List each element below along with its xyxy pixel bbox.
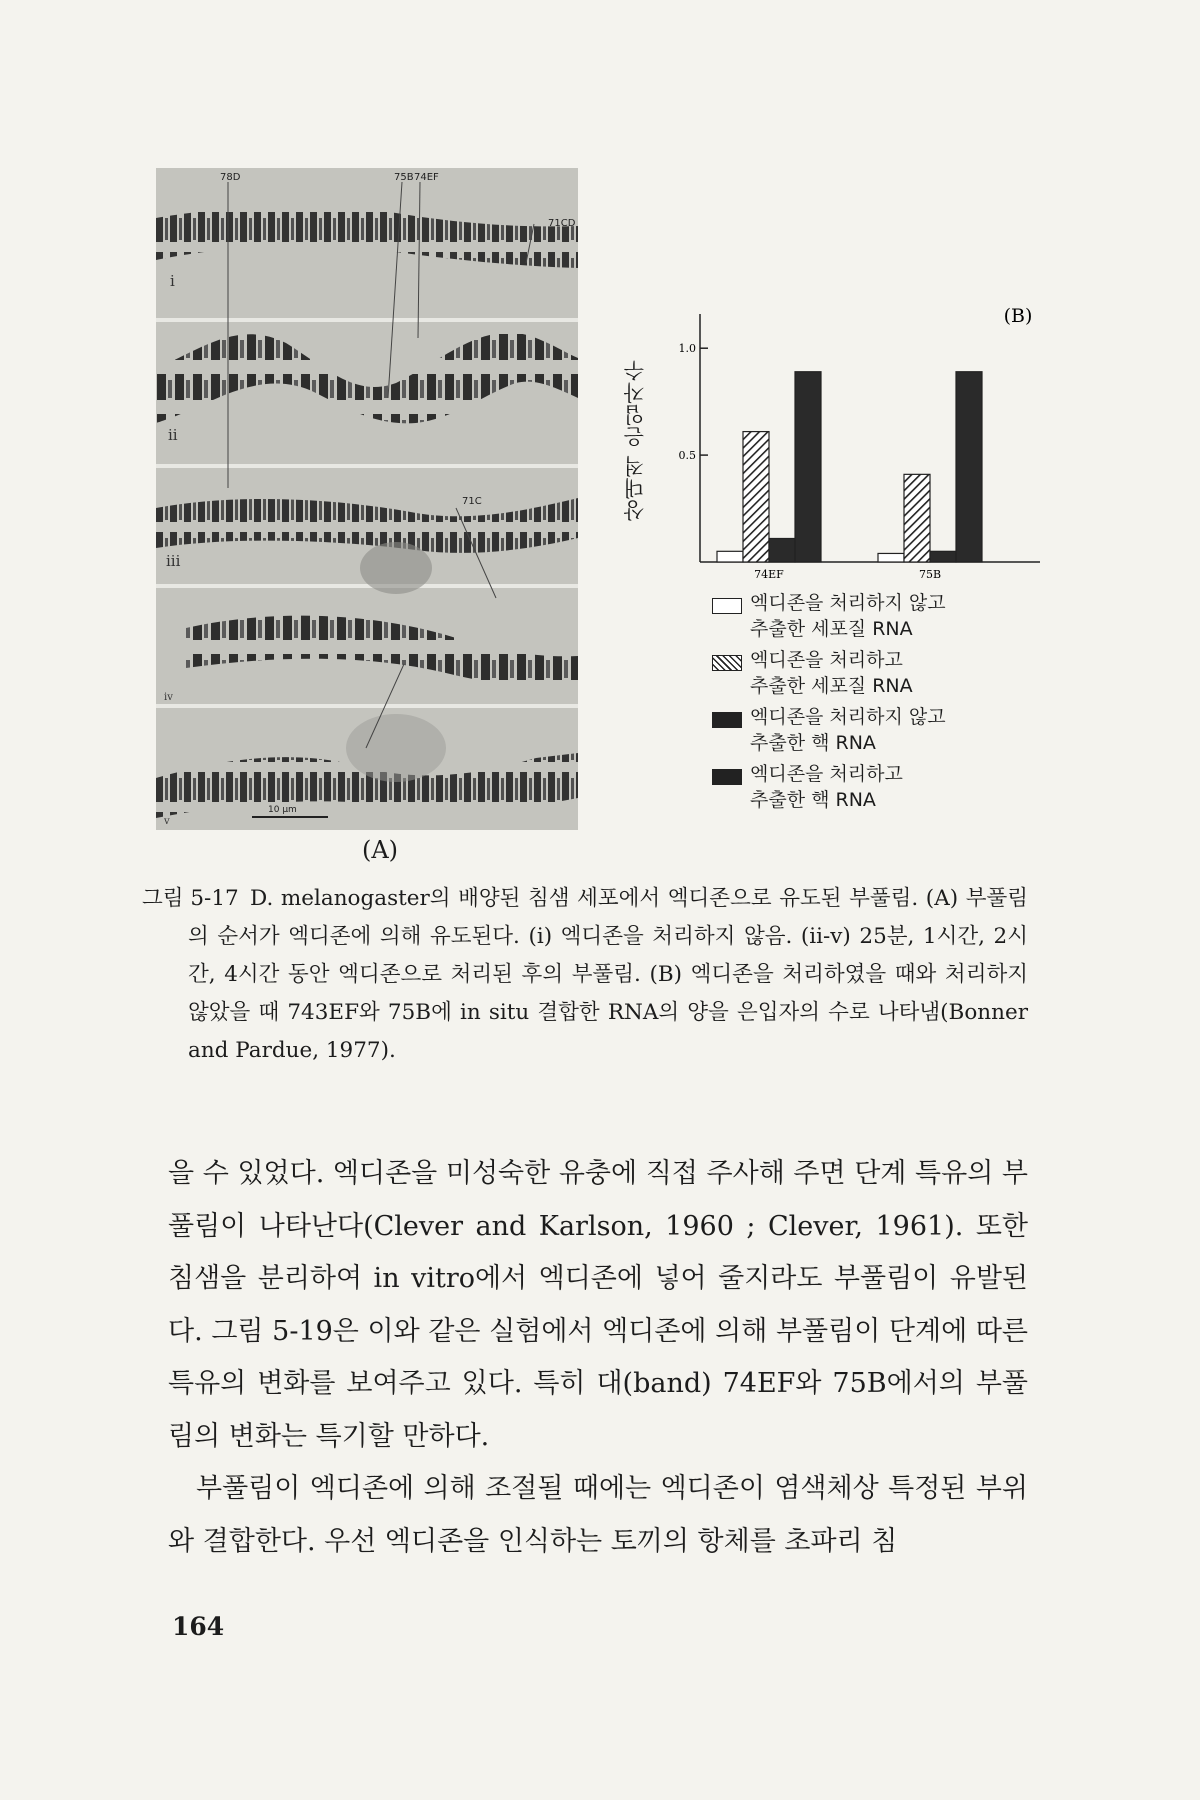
row-label-iii: iii (166, 552, 181, 570)
row-label-i: i (170, 272, 175, 290)
legend-text: 엑디존을 처리하고 (750, 649, 903, 671)
chart-legend (712, 590, 1012, 818)
legend-text: 엑디존을 처리하지 않고 (750, 706, 946, 728)
scale-bar-label: 10 µm (268, 805, 297, 815)
legend-item-treated-cytoplasmic (712, 647, 1012, 699)
band-label-74ef: 74EF (414, 172, 439, 183)
legend-text: 엑디존을 처리하고 (750, 763, 903, 785)
bar-74ef-series-3 (769, 538, 795, 562)
figure-caption (142, 880, 1028, 1070)
polytene-chromosome-micrograph (156, 168, 578, 830)
band-label-71c: 71C (462, 496, 482, 507)
panel-a-label: (A) (361, 836, 399, 864)
bar-74ef-series-2 (743, 432, 769, 562)
x-tick-label: 75B (918, 568, 942, 581)
legend-swatch-solid (712, 769, 742, 785)
bar-74ef-series-4 (795, 372, 821, 562)
bar-75b-series-2 (904, 474, 930, 562)
legend-item-untreated-cytoplasmic (712, 590, 1012, 642)
bar-75b-series-3 (930, 551, 956, 562)
legend-swatch-hatched (712, 655, 742, 671)
legend-text: 엑디존을 처리하지 않고 (750, 592, 946, 614)
chart-bars (717, 372, 982, 562)
paragraph: 부풀림이 엑디존에 의해 조절될 때에는 엑디존이 염색체상 특정된 부위와 결합한다. 우선 엑디존을 인식하는 토끼의 항체를 초파리 침 (168, 1473, 1028, 1557)
band-label-75b: 75B (394, 172, 414, 183)
bar-74ef-series-1 (717, 551, 743, 562)
y-tick-label: 0.5 (678, 449, 696, 463)
y-tick-label: 1.0 (678, 342, 696, 356)
row-label-v: v (164, 816, 170, 827)
bar-75b-series-4 (956, 372, 982, 562)
bar-75b-series-1 (878, 553, 904, 562)
legend-text: 추출한 세포질 RNA (750, 675, 913, 697)
body-text (168, 1148, 1028, 1568)
chart-y-axis-label: 상대적 은입자수 (623, 359, 647, 521)
legend-swatch-open (712, 598, 742, 614)
legend-item-untreated-nuclear (712, 704, 1012, 756)
bar-chart (610, 300, 1050, 590)
legend-text: 추출한 핵 RNA (750, 789, 876, 811)
page-number: 164 (172, 1612, 225, 1641)
band-label-78d: 78D (220, 172, 241, 183)
row-label-iv: iv (164, 692, 173, 703)
caption-label: 그림 5-17 (142, 886, 239, 911)
band-label-71cd: 71CD (548, 218, 576, 229)
legend-text: 추출한 세포질 RNA (750, 618, 913, 640)
panel-b-label: (B) (1003, 305, 1033, 327)
paragraph: 을 수 있었다. 엑디존을 미성숙한 유충에 직접 주사해 주면 단계 특유의 부풀림이 나타난다(Clever and Karlson, 1960 ; Clever, 1961). 또한 침샘을 분리하여 in vitro에서 엑디존에 넣어 줄지라도 부풀림이 유발된다. 그림 5-19은 이와 같은 실험에서 엑디존에 의해 부풀림이 단계에 따른 특유의 변화를 보여주고 있다. 특히 대(band) 74EF와 75B에서의 부풀림의 변화는 특기할 만하다. (168, 1158, 1028, 1452)
legend-text: 추출한 핵 RNA (750, 732, 876, 754)
legend-item-treated-nuclear (712, 761, 1012, 813)
caption-text: D. melanogaster의 배양된 침샘 세포에서 엑디존으로 유도된 부풀림. (A) 부풀림의 순서가 엑디존에 의해 유도된다. (i) 엑디존을 처리하지 않음. (ii-v) 25분, 1시간, 2시간, 4시간 동안 엑디존으로 처리된 후의 부풀림. (B) 엑디존을 처리하였을 때와 처리하지 않았을 때 743EF와 75B에 in situ 결합한 RNA의 양을 은입자의 수로 나타냄(Bonner and Pardue, 1977). (188, 886, 1028, 1063)
legend-swatch-solid (712, 712, 742, 728)
row-label-ii: ii (168, 426, 178, 444)
x-tick-label: 74EF (754, 568, 784, 581)
